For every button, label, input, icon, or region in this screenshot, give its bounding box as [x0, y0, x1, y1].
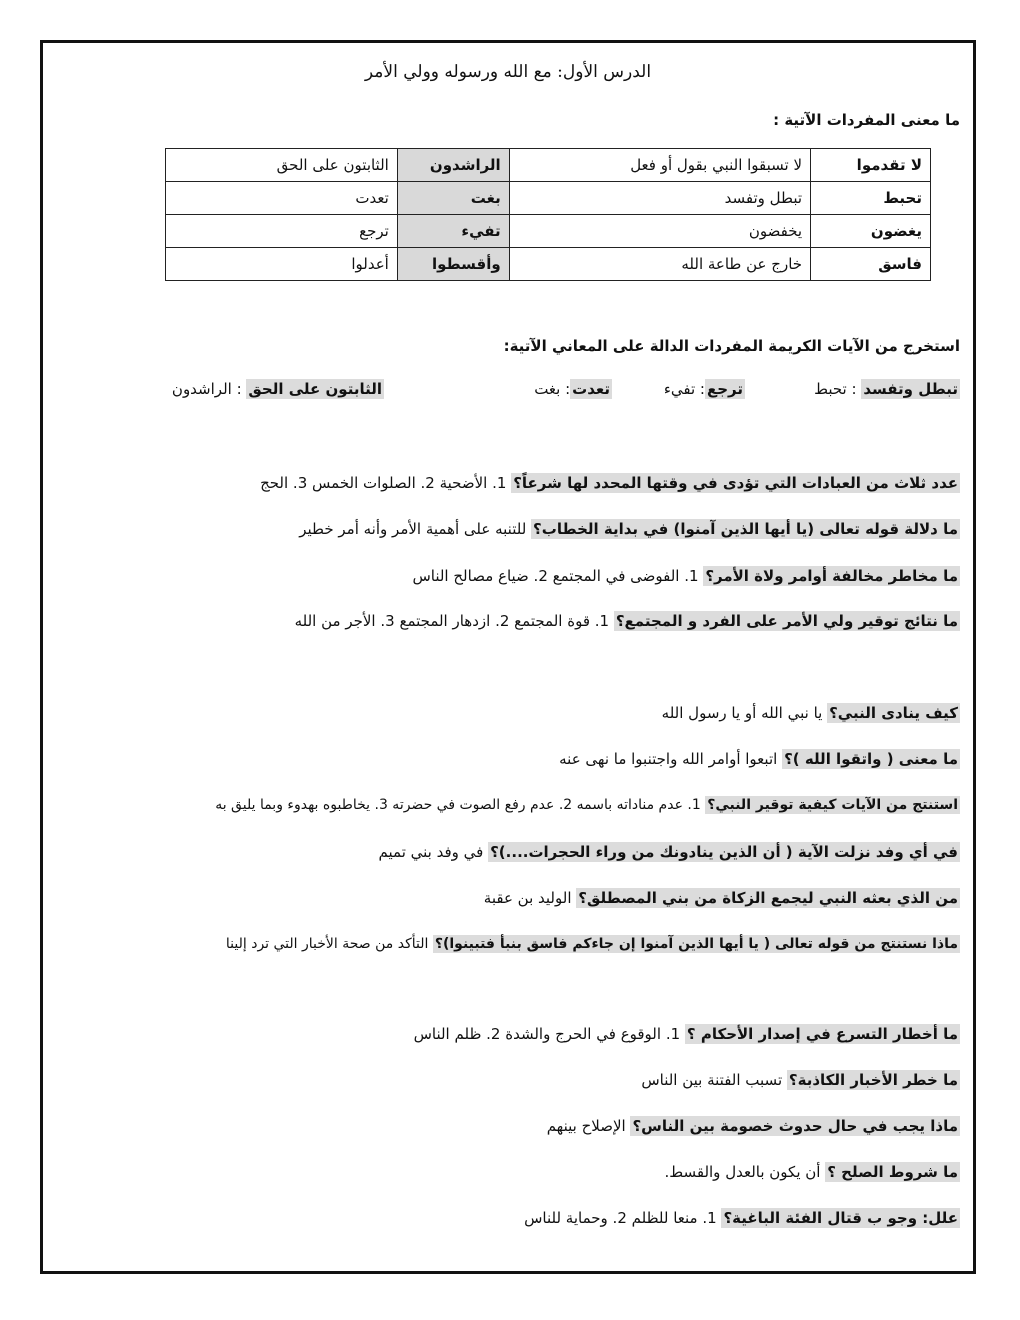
question: ما خطر الأخبار الكاذبة؟ [788, 1071, 958, 1089]
answer: تسبب الفتنة بين الناس [641, 1071, 787, 1089]
answer: 1. الوقوع في الحرج والشدة 2. ظلم الناس [413, 1025, 685, 1043]
vocab-word: وأقسطوا [397, 248, 509, 281]
extract-word: تحبط [814, 380, 847, 398]
qa-item [524, 1206, 960, 1230]
question: ما نتائج توقير ولي الأمر على الفرد و المجتمع؟ [615, 612, 958, 630]
vocab-word: لا تقدموا [811, 149, 931, 182]
extract-item [814, 380, 960, 398]
table-row [166, 215, 931, 248]
qa-item [664, 1160, 960, 1184]
vocab-meaning: يخفضون [509, 215, 810, 248]
qa-item [412, 564, 960, 588]
vocab-meaning: الثابتون على الحق [166, 149, 398, 182]
answer: 1. الأضحية 2. الصلوات الخمس 3. الحج [260, 474, 512, 492]
answer: 1. منعا للظلم 2. وحماية للناس [524, 1209, 722, 1227]
vocab-meaning: ترجع [166, 215, 398, 248]
vocab-meaning: تبطل وتفسد [509, 182, 810, 215]
table-row [166, 248, 931, 281]
extract-word: تفيء [663, 380, 696, 398]
qa-item [414, 1022, 960, 1046]
answer: أن يكون بالعدل والقسط. [664, 1163, 826, 1181]
answer: التأكد من صحة الأخبار التي ترد إلينا [225, 936, 433, 952]
answer: الوليد بن عقبة [483, 889, 577, 907]
extract-separator: : [231, 380, 247, 398]
vocab-word: فاسق [811, 248, 931, 281]
answer: 1. قوة المجتمع 2. ازدهار المجتمع 3. الأجر من الله [294, 612, 614, 630]
extract-word: الراشدون [171, 380, 232, 398]
answer: اتبعوا أوامر الله واجتنبوا ما نهى عنه [559, 750, 783, 768]
vocab-word: يغضون [811, 215, 931, 248]
qa-item [226, 932, 960, 956]
question: ماذا يجب في حال حدوث خصومة بين الناس؟ [632, 1117, 958, 1135]
question: استنتج من الآيات كيفية توقير النبي؟ [707, 797, 958, 813]
extract-separator: : [695, 380, 705, 398]
qa-item [559, 747, 960, 771]
question: ما معنى ( واتقوا الله )؟ [784, 750, 958, 768]
question: من الذي بعثه النبي ليجمع الزكاة من بني المصطلق؟ [578, 889, 958, 907]
extract-meaning: الثابتون على الحق [248, 380, 382, 398]
answer: في وفد بني تميم [378, 843, 489, 861]
extract-meaning: تعدت [572, 380, 610, 398]
answer: يا نبي الله أو يا رسول الله [661, 704, 828, 722]
question: ما شروط الصلح ؟ [827, 1163, 958, 1181]
vocab-meaning: تعدت [166, 182, 398, 215]
vocab-word: الراشدون [397, 149, 509, 182]
vocab-word: بغت [397, 182, 509, 215]
question: ما أخطار التسرع في إصدار الأحكام ؟ [686, 1025, 958, 1043]
vocabulary-table [165, 148, 931, 281]
extract-meaning: تبطل وتفسد [863, 380, 958, 398]
answer: للتنبه على أهمية الأمر وأنه أمر خطير [299, 520, 532, 538]
question: علل: وجو ب قتال الفئة الباغية؟ [723, 1209, 958, 1227]
lesson-title: الدرس الأول: مع الله ورسوله وولي الأمر [364, 62, 652, 82]
extract-separator: : [846, 380, 862, 398]
question: ما دلالة قوله تعالى (يا أيها الذين آمنوا) في بداية الخطاب؟ [533, 520, 958, 538]
vocab-meaning: خارج عن طاعة الله [509, 248, 810, 281]
question: عدد ثلاث من العبادات التي تؤدى في وقتها المحدد لها شرعاً؟ [513, 474, 958, 492]
qa-item [484, 886, 960, 910]
vocab-word: تحبط [811, 182, 931, 215]
qa-item [215, 793, 960, 817]
qa-item [662, 701, 960, 725]
qa-item [299, 517, 960, 541]
extract-meaning: ترجع [706, 380, 743, 398]
vocab-heading: ما معنى المفردات الآتية : [773, 111, 960, 129]
extract-word: بغت [534, 380, 561, 398]
vocab-meaning: لا تسبقوا النبي بقول أو فعل [509, 149, 810, 182]
qa-item [641, 1068, 960, 1092]
extract-item [172, 380, 384, 398]
extract-heading: استخرج من الآيات الكريمة المفردات الدالة على المعاني الآتية: [503, 337, 960, 355]
qa-item [547, 1114, 960, 1138]
table-row [166, 149, 931, 182]
vocab-meaning: أعدلوا [166, 248, 398, 281]
question: كيف ينادى النبي؟ [829, 704, 958, 722]
extract-separator: : [560, 380, 571, 398]
question: ماذا نستنتج من قوله تعالى ( يا أيها الذين آمنوا إن جاءكم فاسق بنبأ فتبينوا)؟ [434, 936, 958, 952]
qa-item [379, 840, 960, 864]
extract-item [534, 380, 612, 398]
extract-item [664, 380, 745, 398]
question: ما مخاطر مخالفة أوامر ولاة الأمر؟ [705, 567, 958, 585]
answer: 1. الفوضى في المجتمع 2. ضياع مصالح الناس [412, 567, 704, 585]
vocab-word: تفيء [397, 215, 509, 248]
answer: الإصلاح بينهم [546, 1117, 631, 1135]
table-row [166, 182, 931, 215]
question: في أي وفد نزلت الآية ( أن الذين ينادونك من وراء الحجرات....)؟ [490, 843, 958, 861]
qa-item [260, 471, 960, 495]
answer: 1. عدم مناداته باسمه 2. عدم رفع الصوت في حضرته 3. يخاطبوه بهدوء وبما يليق به [215, 797, 706, 813]
qa-item [295, 609, 960, 633]
